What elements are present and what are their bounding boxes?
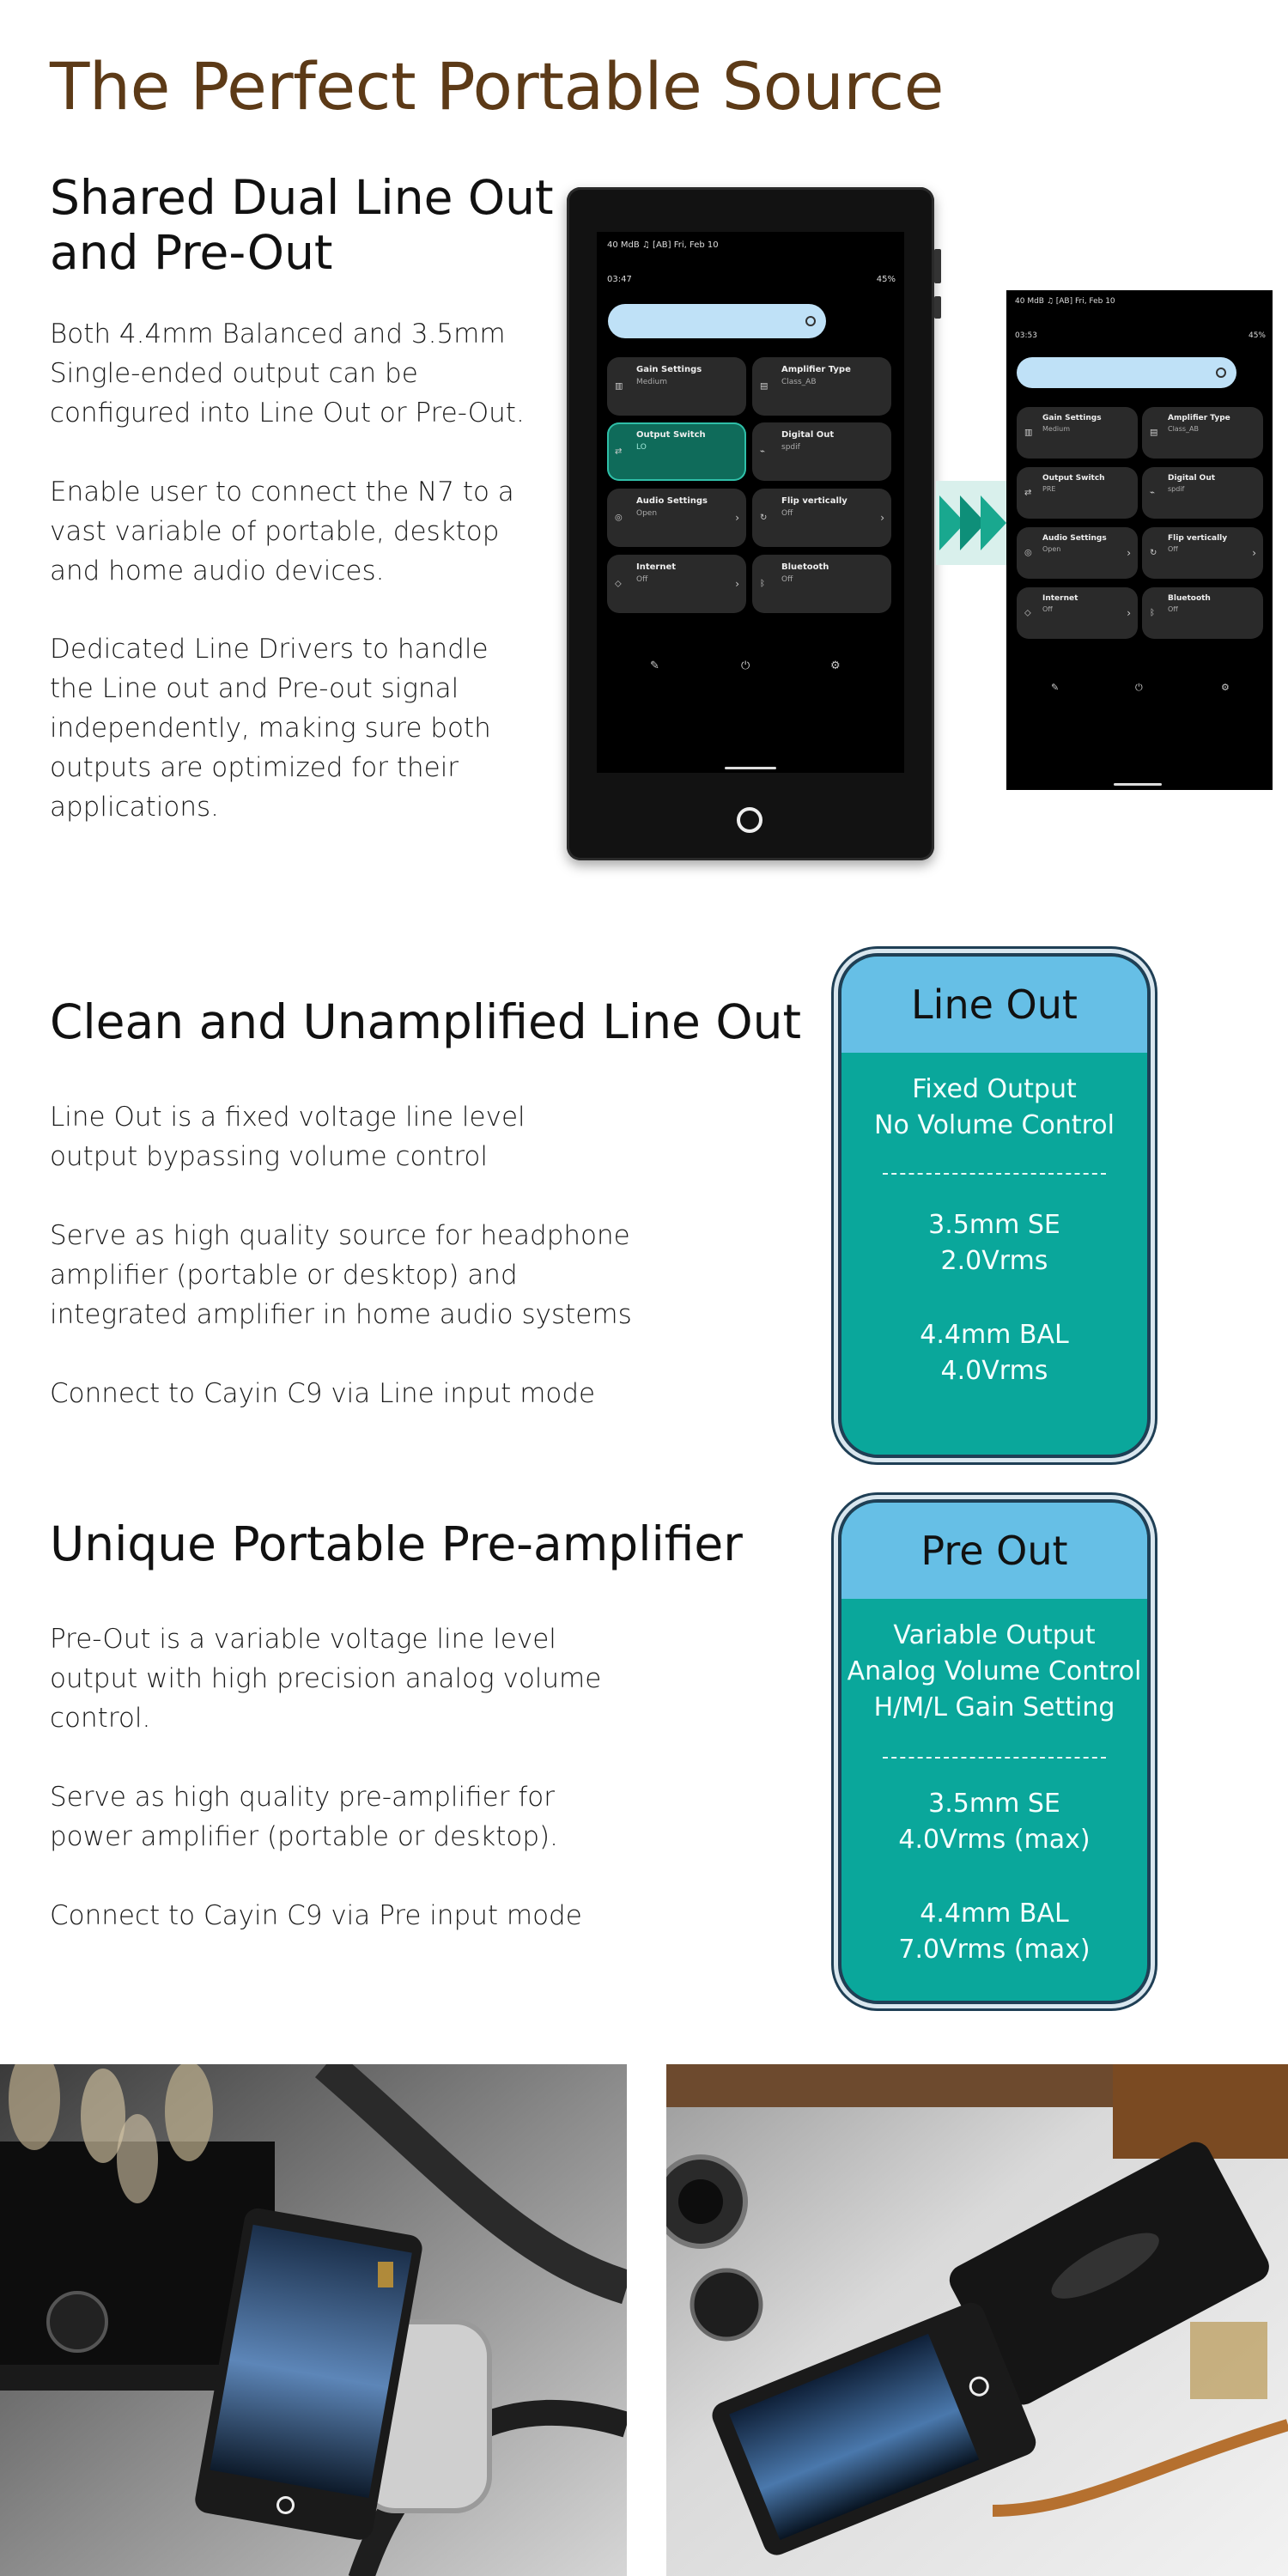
card-text: Fixed Output — [912, 1074, 1077, 1104]
text-line: Both 4.4mm Balanced and 3.5mm — [50, 319, 506, 349]
tile-gain-settings[interactable] — [607, 357, 746, 416]
chevron-right-icon: › — [1252, 547, 1256, 559]
text-line: amplifier (portable or desktop) and — [50, 1260, 518, 1291]
output-icon: ⇄ — [1024, 488, 1032, 498]
tile-value: LO — [636, 443, 647, 452]
battery-level: 45% — [1248, 331, 1266, 340]
wifi-icon: ◇ — [1024, 608, 1031, 618]
card-text: 4.4mm BAL — [920, 1899, 1069, 1929]
card-text: Analog Volume Control — [847, 1656, 1142, 1686]
tile-value: Class_AB — [781, 378, 817, 386]
photo-tube-amp-image — [0, 2064, 627, 2576]
card-text: Variable Output — [893, 1620, 1096, 1650]
flip-icon: ↻ — [1150, 548, 1157, 558]
tile-output-switch[interactable] — [1017, 467, 1138, 519]
audio-icon: ◎ — [615, 513, 623, 523]
side-button — [934, 296, 941, 319]
paragraph — [50, 1374, 595, 1413]
tile-internet[interactable] — [1017, 587, 1138, 639]
photo-c9-amp-setup — [666, 2064, 1288, 2576]
tile-value: Medium — [1042, 425, 1070, 433]
card-text: H/M/L Gain Setting — [873, 1692, 1115, 1722]
tile-bluetooth[interactable] — [1142, 587, 1263, 639]
text-line: control. — [50, 1703, 151, 1734]
tile-title: Audio Settings — [636, 496, 708, 506]
tile-value: Open — [636, 509, 658, 518]
gain-icon: ▥ — [1024, 428, 1033, 438]
brightness-icon — [805, 316, 816, 326]
brightness-slider[interactable] — [1017, 357, 1236, 388]
tile-value: Class_AB — [1168, 425, 1200, 433]
tile-amplifier-type[interactable] — [1142, 407, 1263, 459]
tile-audio-settings[interactable] — [607, 489, 746, 547]
tile-value: Off — [636, 575, 648, 584]
digital-icon: ⌁ — [760, 447, 766, 457]
card-text: 4.0Vrms (max) — [898, 1825, 1091, 1855]
tile-amplifier-type[interactable] — [752, 357, 891, 416]
card-divider — [883, 1757, 1106, 1759]
text-line: Pre-Out is a variable voltage line level — [50, 1624, 556, 1655]
tile-title: Output Switch — [1042, 474, 1105, 483]
text-line: the Line out and Pre-out signal — [50, 673, 459, 704]
audio-icon: ◎ — [1024, 548, 1032, 558]
tile-value: Medium — [636, 378, 667, 386]
paragraph — [50, 1896, 582, 1935]
device-screen — [597, 232, 904, 773]
text-line: Line Out is a fixed voltage line level — [50, 1102, 526, 1133]
chevron-right-icon: › — [735, 512, 739, 524]
tile-title: Audio Settings — [1042, 534, 1107, 543]
tile-title: Amplifier Type — [1168, 414, 1230, 422]
text-line: integrated amplifier in home audio systems — [50, 1299, 632, 1330]
card-text: 4.0Vrms — [940, 1356, 1048, 1386]
tile-title: Amplifier Type — [781, 365, 851, 374]
edit-icon[interactable]: ✎ — [1051, 682, 1060, 693]
tile-title: Bluetooth — [781, 562, 829, 572]
chevron-right-icon: › — [1127, 607, 1131, 619]
tile-title: Flip vertically — [1168, 534, 1228, 543]
wifi-icon: ◇ — [615, 579, 622, 589]
tile-internet[interactable] — [607, 555, 746, 613]
text-line: Single-ended output can be — [50, 358, 418, 389]
paragraph — [50, 629, 491, 827]
card-text: 3.5mm SE — [928, 1210, 1060, 1240]
arrow-right-icon — [981, 495, 1006, 550]
text-line: independently, making sure both — [50, 713, 491, 744]
clock: 03:47 — [607, 275, 632, 284]
tile-value: Open — [1042, 545, 1061, 553]
tile-value: PRE — [1042, 485, 1056, 493]
tile-title: Gain Settings — [636, 365, 702, 374]
text-line: output with high precision analog volume — [50, 1663, 602, 1694]
card-text: 2.0Vrms — [940, 1246, 1048, 1276]
pre-out-spec-card — [838, 1499, 1151, 2004]
brightness-slider[interactable] — [608, 304, 826, 338]
settings-icon[interactable]: ⚙ — [1221, 682, 1230, 693]
tile-audio-settings[interactable] — [1017, 527, 1138, 579]
tile-title: Internet — [636, 562, 677, 572]
tile-title: Digital Out — [781, 430, 835, 440]
text-line: Connect to Cayin C9 via Line input mode — [50, 1378, 596, 1409]
amp-icon: ▤ — [1150, 428, 1158, 438]
tile-title: Output Switch — [636, 430, 706, 440]
amp-icon: ▤ — [760, 381, 769, 392]
tile-value: Off — [1168, 605, 1178, 613]
tile-title: Bluetooth — [1168, 594, 1211, 603]
paragraph — [50, 472, 514, 591]
bluetooth-icon: ᛒ — [760, 579, 765, 589]
card-title: Pre Out — [841, 1503, 1147, 1599]
tile-title: Internet — [1042, 594, 1078, 603]
edit-icon[interactable]: ✎ — [650, 659, 659, 672]
section-heading-line-out: Clean and Unamplified Line Out — [50, 994, 802, 1049]
line-out-spec-card — [838, 953, 1151, 1458]
flip-icon: ↻ — [760, 513, 768, 523]
card-divider — [883, 1173, 1106, 1175]
card-title: Line Out — [841, 957, 1147, 1053]
paragraph — [50, 1619, 601, 1738]
tile-digital-out[interactable] — [752, 422, 891, 481]
bluetooth-icon: ᛒ — [1150, 608, 1155, 618]
clock: 03:53 — [1015, 331, 1037, 340]
card-text: No Volume Control — [874, 1110, 1115, 1140]
tile-flip-vertically[interactable] — [1142, 527, 1263, 579]
tile-value: spdif — [781, 443, 800, 452]
text-line: outputs are optimized for their — [50, 752, 459, 783]
text-line: and home audio devices. — [50, 556, 385, 586]
section-heading-dual-line-out — [50, 170, 554, 280]
page-title: The Perfect Portable Source — [50, 48, 944, 125]
tile-title: Gain Settings — [1042, 414, 1102, 422]
power-icon[interactable]: ⏻ — [741, 659, 750, 672]
text-line: Serve as high quality pre-amplifier for — [50, 1782, 555, 1813]
tile-output-switch[interactable] — [607, 422, 746, 481]
photo-tube-amp-setup — [0, 2064, 627, 2576]
battery-level: 45% — [876, 275, 896, 284]
tile-flip-vertically[interactable] — [752, 489, 891, 547]
tile-value: spdif — [1168, 485, 1185, 493]
settings-icon[interactable]: ⚙ — [830, 659, 841, 672]
tile-value: Off — [781, 509, 793, 518]
power-icon[interactable]: ⏻ — [1135, 682, 1143, 693]
side-button — [934, 249, 941, 283]
tile-value: Off — [781, 575, 793, 584]
home-indicator — [725, 767, 776, 769]
chevron-right-icon: › — [735, 578, 739, 590]
home-button[interactable] — [737, 807, 762, 833]
text-line: vast variable of portable, desktop — [50, 516, 500, 547]
text-line: configured into Line Out or Pre-Out. — [50, 398, 525, 428]
heading-line: Shared Dual Line Out — [50, 170, 554, 225]
home-indicator — [1114, 783, 1162, 786]
device-screen-pre — [1006, 290, 1273, 790]
tile-value: Off — [1168, 545, 1178, 553]
text-line: Dedicated Line Drivers to handle — [50, 634, 489, 665]
status-bar: 40 MdB ♫ [AB] Fri, Feb 10 — [607, 240, 719, 250]
status-bar: 40 MdB ♫ [AB] Fri, Feb 10 — [1015, 297, 1115, 306]
heading-line: and Pre-Out — [50, 225, 333, 280]
text-line: Enable user to connect the N7 to a — [50, 477, 514, 507]
tile-digital-out[interactable] — [1142, 467, 1263, 519]
tile-title: Flip vertically — [781, 496, 848, 506]
paragraph — [50, 314, 525, 433]
paragraph — [50, 1777, 558, 1856]
tile-gain-settings[interactable] — [1017, 407, 1138, 459]
tile-value: Off — [1042, 605, 1053, 613]
section-heading-pre-amplifier: Unique Portable Pre-amplifier — [50, 1516, 743, 1571]
text-line: output bypassing volume control — [50, 1141, 488, 1172]
card-text: 3.5mm SE — [928, 1789, 1060, 1819]
text-line: power amplifier (portable or desktop). — [50, 1821, 558, 1852]
tile-bluetooth[interactable] — [752, 555, 891, 613]
paragraph — [50, 1216, 632, 1334]
chevron-right-icon: › — [880, 512, 884, 524]
brightness-icon — [1216, 368, 1226, 378]
text-line: applications. — [50, 792, 220, 823]
chevron-right-icon: › — [1127, 547, 1131, 559]
card-text: 4.4mm BAL — [920, 1320, 1069, 1350]
tile-title: Digital Out — [1168, 474, 1216, 483]
output-icon: ⇄ — [615, 447, 623, 457]
paragraph — [50, 1097, 526, 1176]
photo-c9-amp-image — [666, 2064, 1288, 2576]
digital-icon: ⌁ — [1150, 488, 1156, 498]
card-text: 7.0Vrms (max) — [898, 1935, 1091, 1965]
text-line: Serve as high quality source for headphone — [50, 1220, 630, 1251]
gain-icon: ▥ — [615, 381, 623, 392]
text-line: Connect to Cayin C9 via Pre input mode — [50, 1900, 582, 1931]
